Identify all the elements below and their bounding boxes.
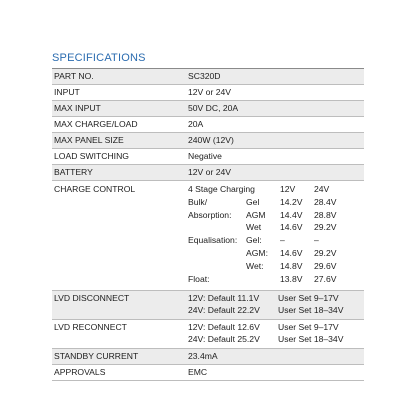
charge-control-cell: Gel:: [246, 235, 262, 246]
lvr-line: [188, 334, 364, 346]
spec-label: MAX CHARGE/LOAD: [54, 119, 138, 129]
charge-control-cell: 29.2V: [314, 222, 337, 233]
spec-row-input: [52, 85, 364, 101]
spec-sheet: [52, 48, 364, 381]
lvd-default: 24V: Default 22.2V: [188, 304, 260, 315]
charge-control-cell: 14.6V: [280, 247, 303, 258]
spec-value: 20A: [188, 119, 204, 129]
charge-control-cell: Bulk/: [188, 196, 208, 207]
charge-control-cell: [246, 273, 280, 286]
spec-value: Negative: [188, 151, 222, 161]
spec-row-part-no: [52, 69, 364, 85]
spec-value: 12V or 24V: [188, 167, 231, 177]
charge-control-cell: [188, 260, 246, 273]
spec-label: PART NO.: [54, 71, 94, 81]
spec-label: STANDBY CURRENT: [54, 351, 139, 361]
charge-control-cell: 12V: [280, 184, 296, 194]
charge-control-cell: AGM:: [246, 247, 268, 258]
charge-control-cell: Gel: [246, 196, 260, 207]
spec-value: EMC: [188, 367, 208, 377]
charge-control-cell: 29.6V: [314, 260, 337, 271]
spec-value: 12V or 24V: [188, 87, 231, 97]
spec-row-max-input: [52, 101, 364, 117]
lvd-user-set: User Set 18–34V: [278, 304, 344, 315]
lvd-reconnect-values: [188, 320, 364, 348]
charge-control-cell: Float:: [188, 273, 210, 284]
lvd-line: [188, 305, 364, 317]
charge-control-cell: Equalisation:: [188, 235, 238, 246]
spec-value: 240W (12V): [188, 135, 234, 145]
charge-control-cell: [188, 221, 246, 234]
spec-row-lvd-disconnect: [52, 291, 364, 320]
charge-control-cell: 29.2V: [314, 247, 337, 258]
spec-label: APPROVALS: [54, 367, 106, 377]
charge-control-cell: Absorption:: [188, 209, 232, 220]
charge-control-cell: 14.2V: [280, 196, 303, 207]
spec-row-approvals: [52, 365, 364, 381]
spec-row-lvd-reconnect: [52, 320, 364, 349]
spec-row-load-switching: [52, 149, 364, 165]
charge-control-cell: [188, 247, 246, 260]
spec-label: LVD RECONNECT: [54, 322, 127, 332]
spec-value: 23.4mA: [188, 351, 218, 361]
charge-control-table: [188, 181, 364, 290]
charge-control-cell: 14.8V: [280, 260, 303, 271]
lvr-default: 24V: Default 25.2V: [188, 333, 260, 344]
spec-label: INPUT: [54, 87, 80, 97]
lvd-user-set: User Set 9–17V: [278, 293, 339, 303]
spec-row-battery: [52, 165, 364, 181]
spec-label: CHARGE CONTROL: [54, 184, 136, 194]
charge-control-cell: 27.6V: [314, 273, 337, 284]
spec-label: MAX INPUT: [54, 103, 101, 113]
spec-row-max-panel-size: [52, 133, 364, 149]
spec-title: SPECIFICATIONS: [52, 48, 364, 69]
lvd-disconnect-values: [188, 291, 364, 319]
charge-control-cell: –: [280, 235, 285, 246]
spec-value: SC320D: [188, 71, 221, 81]
charge-control-cell: Wet: [246, 222, 262, 233]
lvr-default: 12V: Default 12.6V: [188, 322, 260, 332]
charge-control-cell: AGM: [246, 209, 266, 220]
charge-control-cell: 24V: [314, 184, 330, 194]
spec-value: 50V DC, 20A: [188, 103, 239, 113]
lvr-user-set: User Set 9–17V: [278, 322, 339, 332]
lvr-user-set: User Set 18–34V: [278, 333, 344, 344]
charge-control-cell: –: [314, 235, 319, 246]
charge-control-cell: 14.6V: [280, 222, 303, 233]
spec-label: MAX PANEL SIZE: [54, 135, 124, 145]
charge-control-cell: 14.4V: [280, 209, 303, 220]
lvr-line: [188, 322, 364, 334]
lvd-line: [188, 293, 364, 305]
charge-control-cell: 13.8V: [280, 273, 303, 284]
charge-control-cell: 28.4V: [314, 196, 337, 207]
spec-row-standby-current: [52, 349, 364, 365]
charge-control-cell: 4 Stage Charging: [188, 184, 255, 194]
spec-label: LVD DISCONNECT: [54, 293, 130, 303]
spec-row-max-charge-load: [52, 117, 364, 133]
spec-label: LOAD SWITCHING: [54, 151, 129, 161]
spec-label: BATTERY: [54, 167, 93, 177]
lvd-default: 12V: Default 11.1V: [188, 293, 260, 303]
spec-row-charge-control: [52, 181, 364, 291]
charge-control-cell: 28.8V: [314, 209, 337, 220]
charge-control-cell: Wet:: [246, 260, 264, 271]
